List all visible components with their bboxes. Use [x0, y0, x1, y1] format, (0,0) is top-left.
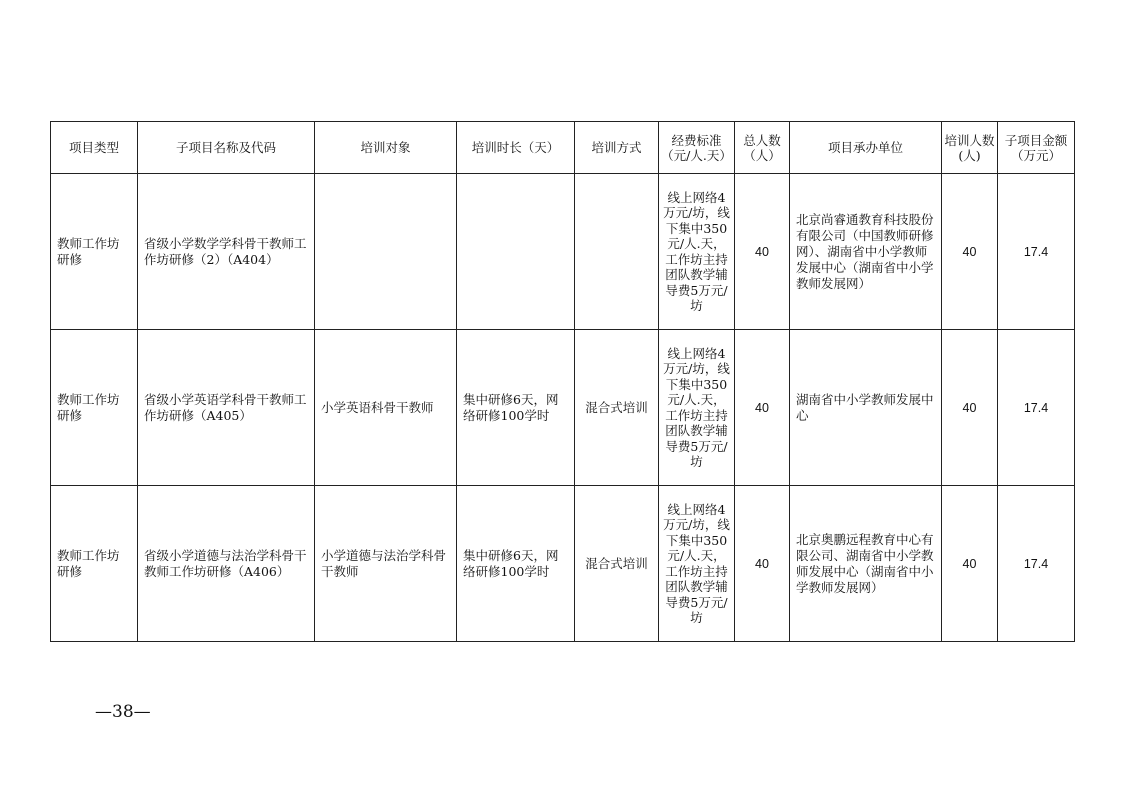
cell-training-method: 混合式培训	[575, 486, 659, 642]
cell-trainees: 40	[942, 330, 998, 486]
cell-organizer: 湖南省中小学教师发展中心	[790, 330, 942, 486]
header-training-duration: 培训时长（天）	[457, 122, 575, 174]
cell-fee-standard: 线上网络4万元/坊，线下集中350元/人.天，工作坊主持团队教学辅导费5万元/坊	[659, 330, 735, 486]
project-table	[50, 121, 1075, 642]
cell-training-method	[575, 174, 659, 330]
header-project-type: 项目类型	[51, 122, 138, 174]
header-fee-standard: 经费标准（元/人.天）	[659, 122, 735, 174]
table-row	[51, 330, 1075, 486]
cell-organizer: 北京尚睿通教育科技股份有限公司（中国教师研修网）、湖南省中小学教师发展中心（湖南省中小学教师发展网）	[790, 174, 942, 330]
header-trainees: 培训人数(人)	[942, 122, 998, 174]
cell-organizer: 北京奥鹏远程教育中心有限公司、湖南省中小学教师发展中心（湖南省中小学教师发展网）	[790, 486, 942, 642]
table-header-row	[51, 122, 1075, 174]
cell-trainees: 40	[942, 486, 998, 642]
cell-amount: 17.4	[998, 174, 1075, 330]
cell-total-people: 40	[735, 486, 790, 642]
cell-total-people: 40	[735, 330, 790, 486]
cell-training-duration: 集中研修6天，网络研修100学时	[457, 486, 575, 642]
cell-project-type: 教师工作坊研修	[51, 174, 138, 330]
cell-amount: 17.4	[998, 486, 1075, 642]
cell-subproject-name: 省级小学英语学科骨干教师工作坊研修（A405）	[138, 330, 315, 486]
table-row	[51, 486, 1075, 642]
header-training-target: 培训对象	[315, 122, 457, 174]
cell-amount: 17.4	[998, 330, 1075, 486]
header-training-method: 培训方式	[575, 122, 659, 174]
header-subproject-name: 子项目名称及代码	[138, 122, 315, 174]
cell-subproject-name: 省级小学数学学科骨干教师工作坊研修（2）（A404）	[138, 174, 315, 330]
cell-project-type: 教师工作坊研修	[51, 330, 138, 486]
header-organizer: 项目承办单位	[790, 122, 942, 174]
cell-training-target	[315, 174, 457, 330]
page-number: —38—	[95, 702, 151, 722]
cell-training-target: 小学英语科骨干教师	[315, 330, 457, 486]
cell-fee-standard: 线上网络4万元/坊，线下集中350元/人.天，工作坊主持团队教学辅导费5万元/坊	[659, 174, 735, 330]
header-amount: 子项目金额（万元）	[998, 122, 1075, 174]
cell-fee-standard: 线上网络4万元/坊，线下集中350元/人.天，工作坊主持团队教学辅导费5万元/坊	[659, 486, 735, 642]
cell-training-target: 小学道德与法治学科骨干教师	[315, 486, 457, 642]
cell-total-people: 40	[735, 174, 790, 330]
cell-training-method: 混合式培训	[575, 330, 659, 486]
cell-subproject-name: 省级小学道德与法治学科骨干教师工作坊研修（A406）	[138, 486, 315, 642]
cell-trainees: 40	[942, 174, 998, 330]
cell-project-type: 教师工作坊研修	[51, 486, 138, 642]
cell-training-duration	[457, 174, 575, 330]
header-total-people: 总人数（人）	[735, 122, 790, 174]
cell-training-duration: 集中研修6天，网络研修100学时	[457, 330, 575, 486]
table-row	[51, 174, 1075, 330]
